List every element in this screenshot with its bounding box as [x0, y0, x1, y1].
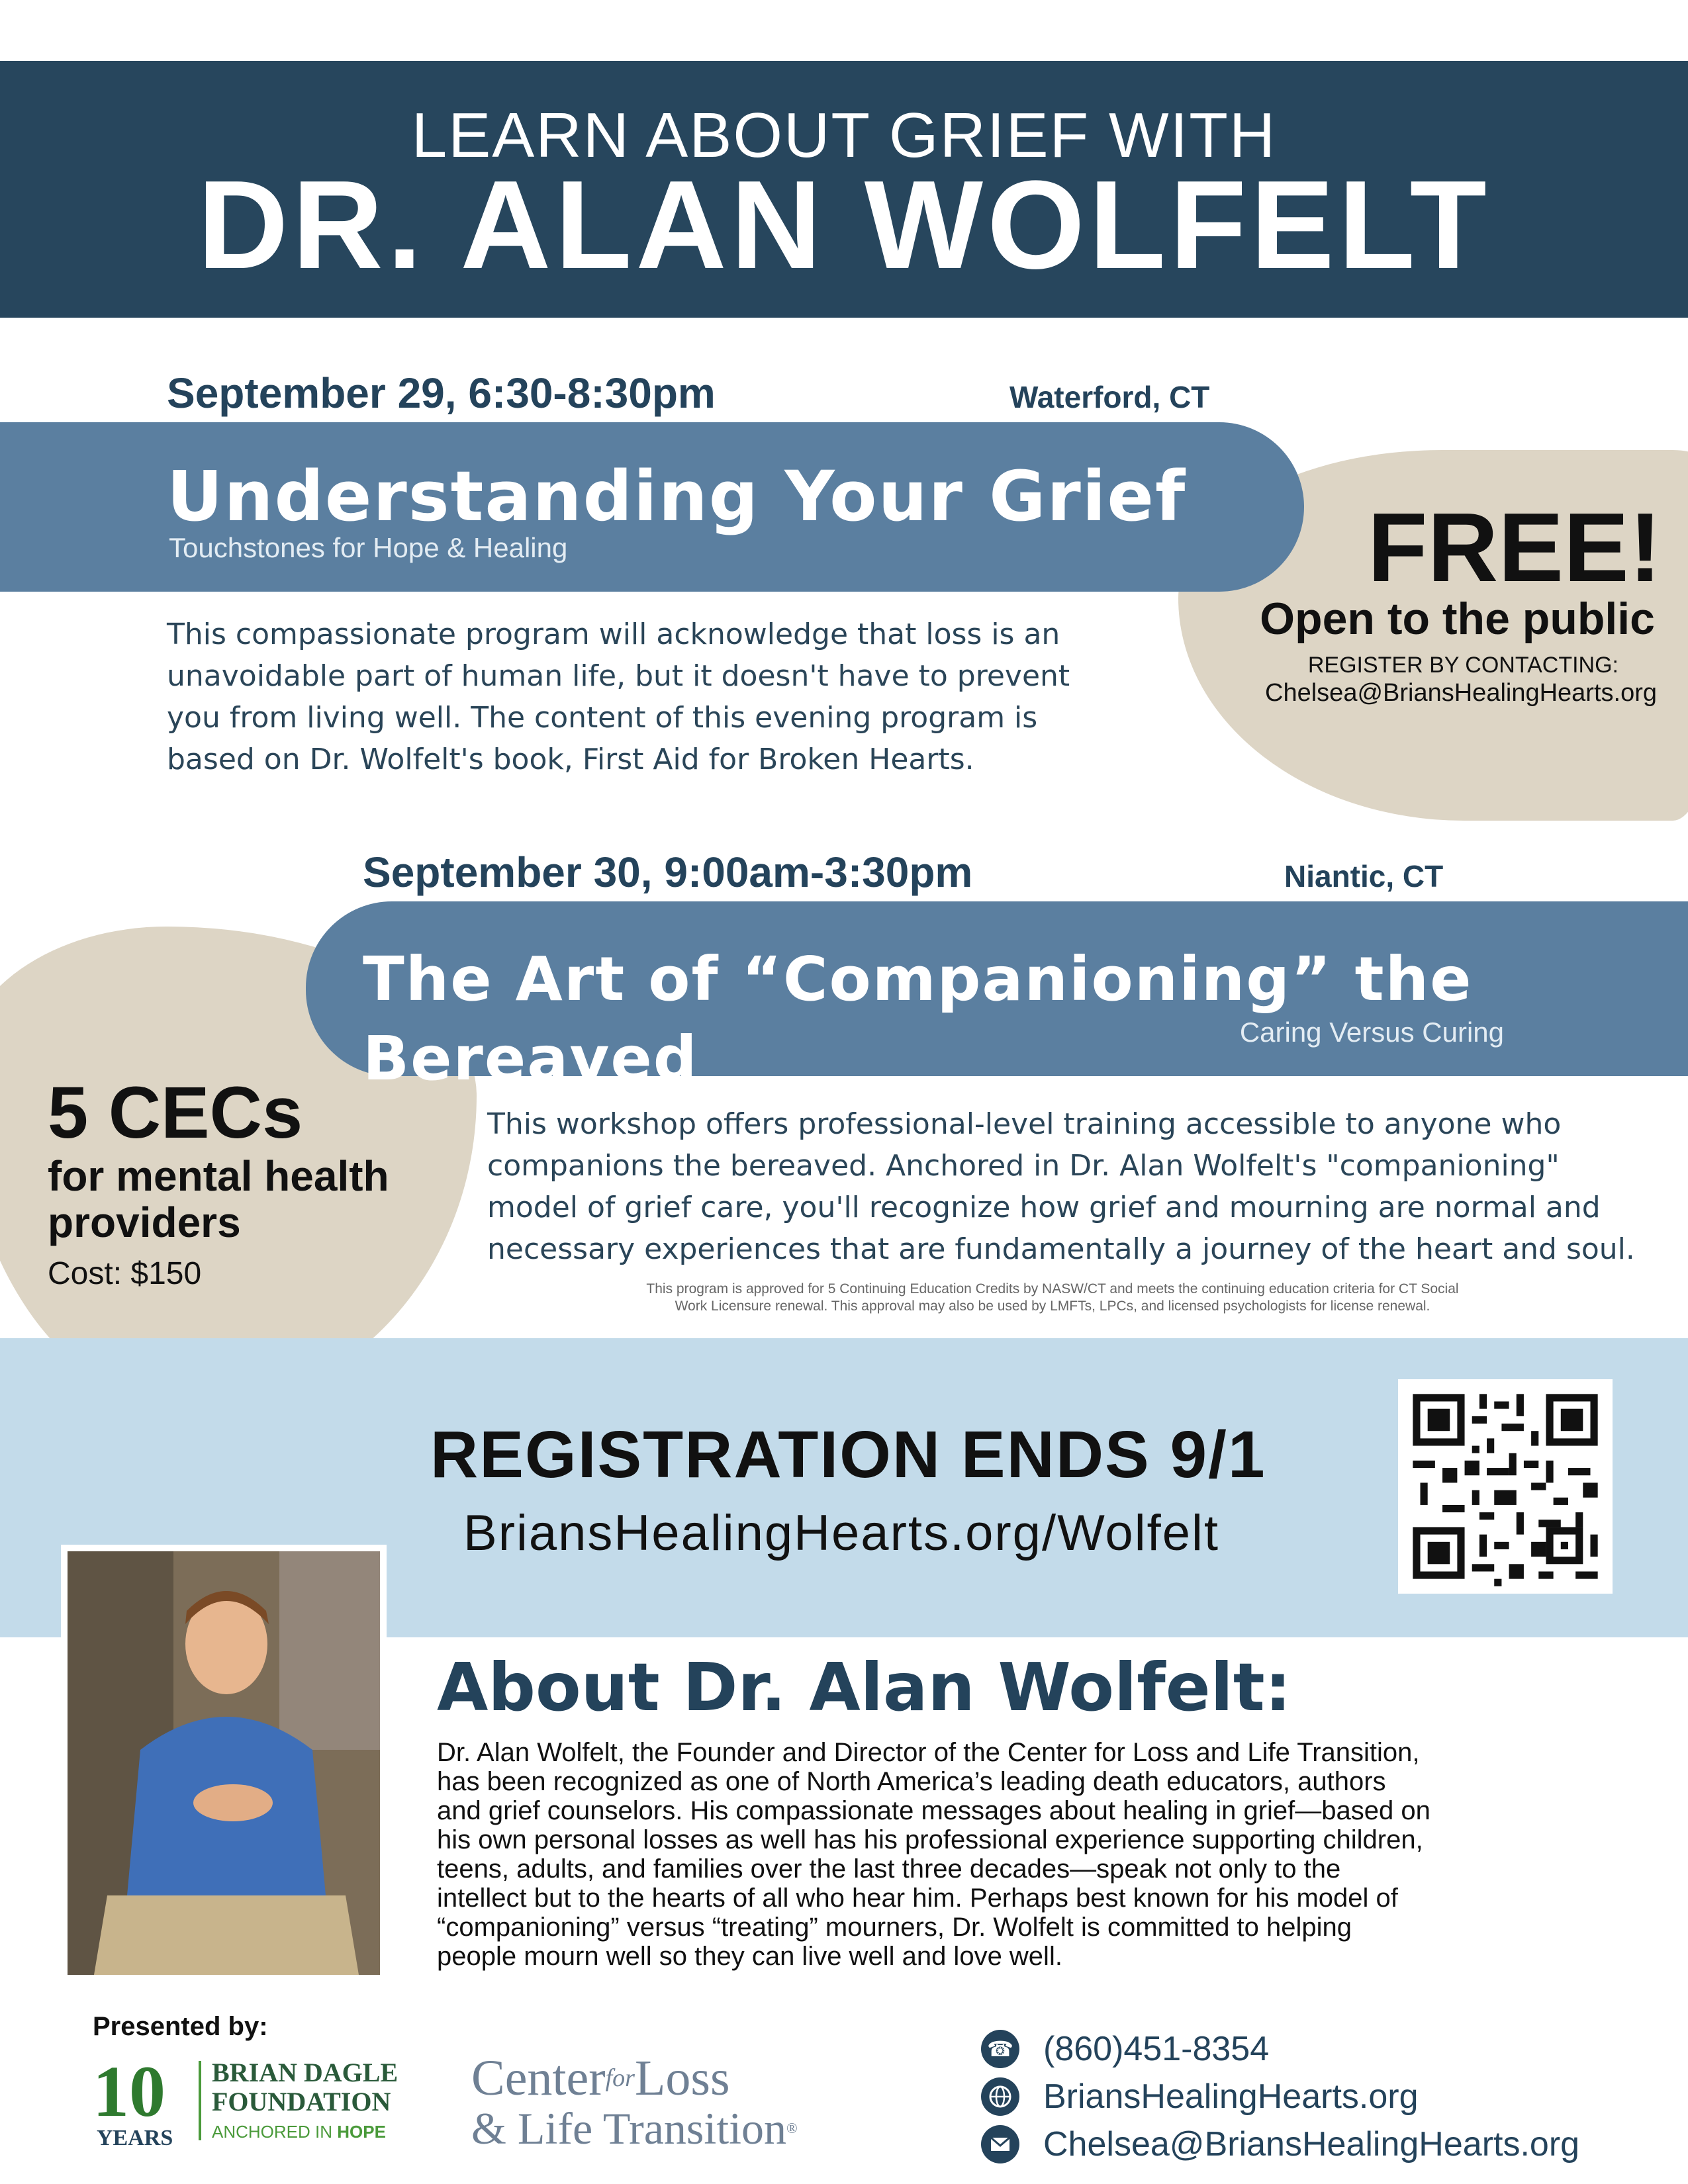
phone-icon: ☎ [981, 2030, 1019, 2068]
header-title: DR. ALAN WOLFELT [197, 155, 1491, 295]
event2-fine-print: This program is approved for 5 Continuing Education Credits by NASW/CT and meets the continuing education criteria for CT Social Work Licensure renewal. This approval may also be used by LMFTs, LPCs, and licensed psychologists for license renewal. [646, 1281, 1459, 1314]
event1-title: Understanding Your Grief [167, 456, 1187, 537]
event2-subtitle: Caring Versus Curing [1239, 1017, 1504, 1048]
event2-date: September 30, 9:00am-3:30pm [363, 848, 973, 896]
logo-years: YEARS [97, 2126, 173, 2150]
logo-foundation-name: BRIAN DAGLE FOUNDATION [212, 2058, 399, 2116]
free-headline: FREE! [1368, 493, 1662, 602]
registration-title: REGISTRATION ENDS 9/1 [430, 1418, 1266, 1492]
event2-location: Niantic, CT [1284, 859, 1444, 893]
presented-by-label: Presented by: [93, 2012, 268, 2041]
brian-dagle-foundation-logo [93, 2052, 437, 2151]
free-register-label: REGISTER BY CONTACTING: [1307, 653, 1618, 678]
logo-tagline: ANCHORED IN HOPE [212, 2122, 386, 2142]
about-title: About Dr. Alan Wolfelt: [437, 1649, 1291, 1726]
qr-code[interactable] [1398, 1379, 1613, 1594]
speaker-photo-image [68, 1551, 380, 1975]
logo-ten: 10 [93, 2051, 165, 2132]
center-logo-line2: & Life Transition® [471, 2103, 798, 2154]
contact-phone[interactable]: ☎ (860)451-8354 [981, 2025, 1669, 2073]
center-logo-line1: Center$^{for}$Loss [471, 2050, 730, 2106]
contact-email[interactable]: Chelsea@BriansHealingHearts.org [981, 2120, 1669, 2168]
globe-icon [981, 2077, 1019, 2116]
event1-description: This compassionate program will acknowledge that loss is an unavoidable part of human life, but it doesn't have to prevent you from living well. The content of this evening program is based on Dr. Wolfelt's book, First Aid for Broken Hearts. [167, 617, 1070, 776]
qr-code-icon [1398, 1379, 1613, 1594]
speaker-photo [61, 1545, 387, 1981]
about-body: Dr. Alan Wolfelt, the Founder and Director of the Center for Loss and Life Transition, has been recognized as one of North America’s leading death educators, authors and grief counselors. His compassionate messages about healing in grief—based on his own personal losses as well has his professional experience supporting children, teens, adults, and families over the last three decades—speak not only to the intellect but to the hearts of all who hear him. Perhaps best known for his model of “companioning” versus “treating” mourners, Dr. Wolfelt is committed to helping people mourn well so they can live well and love well. [437, 1738, 1430, 1971]
cec-cost: Cost: $150 [48, 1256, 202, 1291]
contact-list [981, 2025, 1669, 2168]
cec-subtitle: for mental health providers [48, 1152, 389, 1246]
mail-icon [981, 2125, 1019, 2163]
center-for-loss-logo [471, 2050, 816, 2154]
cec-headline: 5 CECs [48, 1072, 303, 1154]
header-line1: LEARN ABOUT GRIEF WITH [411, 100, 1277, 171]
free-open-text: Open to the public [1260, 594, 1655, 644]
logo-divider [199, 2061, 201, 2140]
contact-website[interactable]: BriansHealingHearts.org [981, 2073, 1669, 2120]
speaker-silhouette-icon [68, 1551, 380, 1975]
free-register-email[interactable]: Chelsea@BriansHealingHearts.org [1265, 679, 1657, 707]
event1-date: September 29, 6:30-8:30pm [167, 369, 716, 417]
event2-description: This workshop offers professional-level training accessible to anyone who companions the bereaved. Anchored in Dr. Alan Wolfelt's "companioning" model of grief care, you'll recognize how grief and mourning are normal and necessary experiences that are fundamentally a journey of the heart and soul. [487, 1107, 1635, 1266]
event2-title: The Art of “Companioning” the Bereaved [363, 944, 1473, 1094]
event1-subtitle: Touchstones for Hope & Healing [169, 532, 568, 563]
registration-url[interactable]: BriansHealingHearts.org/Wolfelt [463, 1505, 1219, 1561]
event1-location: Waterford, CT [1009, 380, 1210, 414]
